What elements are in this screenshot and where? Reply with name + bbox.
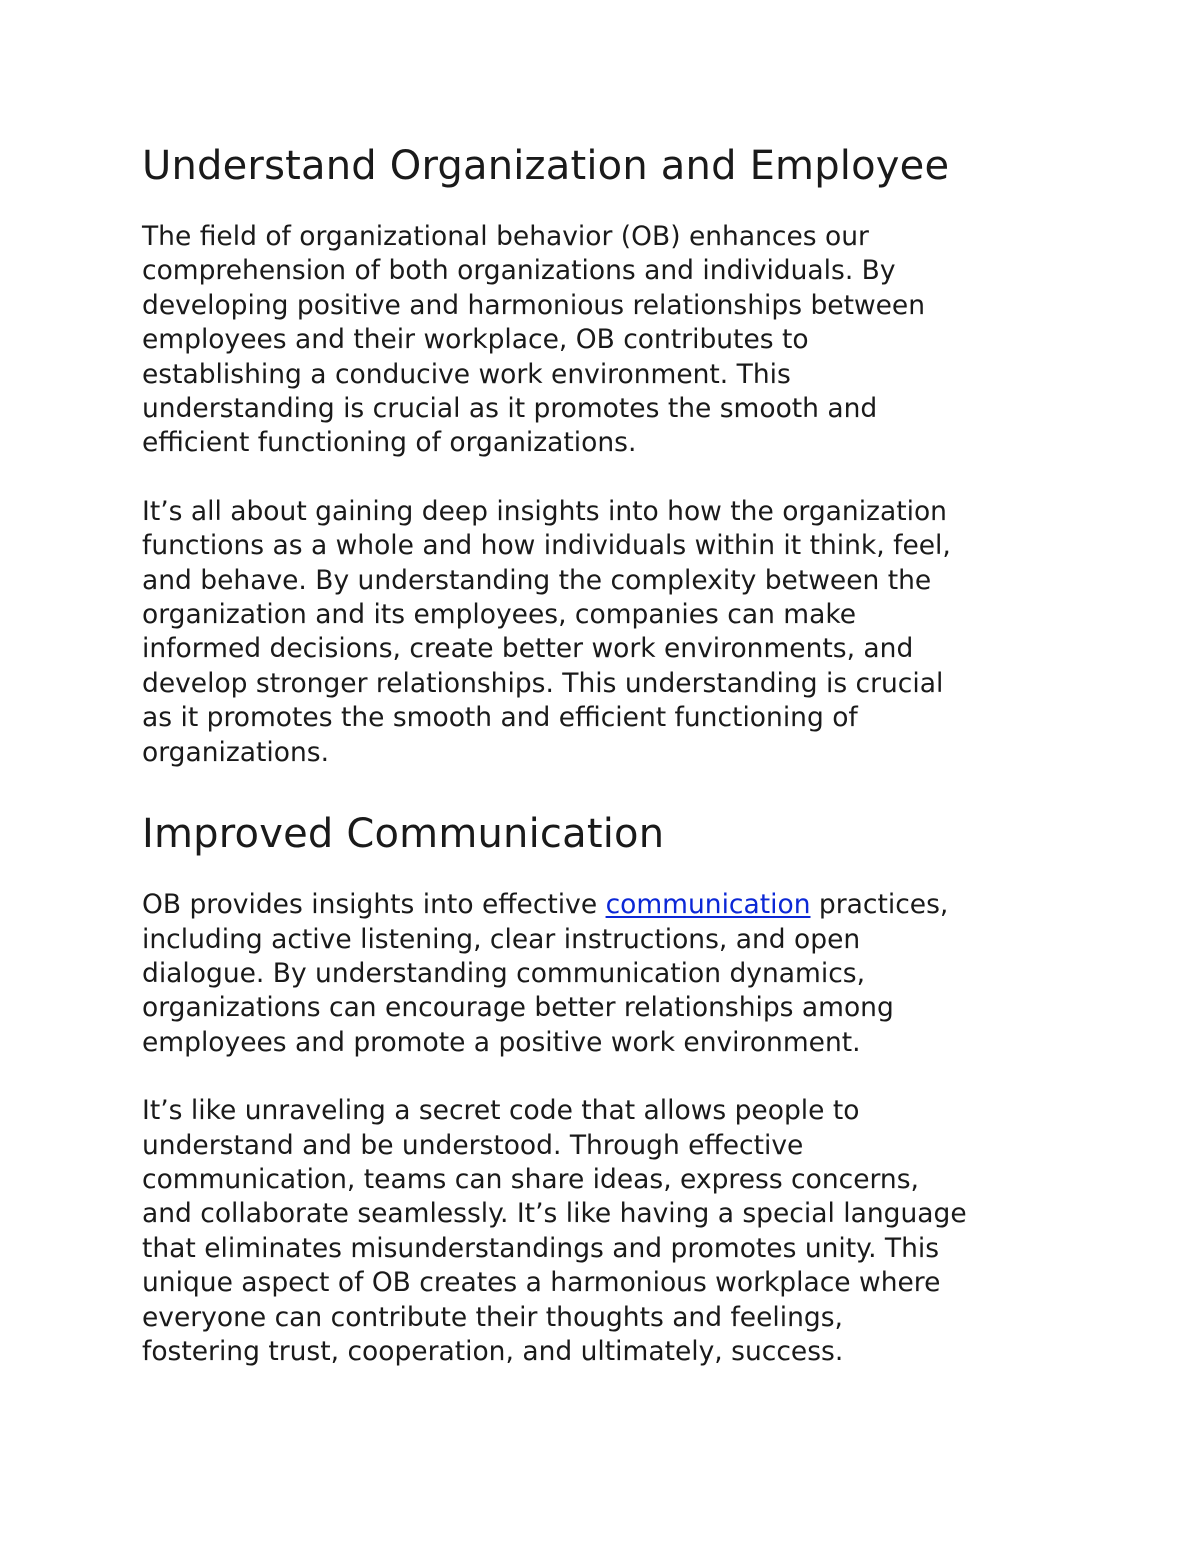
text-line: comprehension of both organizations and individuals. By [142, 255, 896, 287]
paragraph-ob-field [142, 220, 1077, 461]
document-body [142, 138, 1077, 1369]
section-heading-improved-communication: Improved Communication [142, 811, 665, 858]
text-line: It’s like unraveling a secret code that allows people to [142, 1095, 860, 1127]
text-after-link: practices, [810, 889, 949, 921]
text-line: efficient functioning of organizations. [142, 427, 637, 459]
text-line: that eliminates misunderstandings and promotes unity. This [142, 1232, 940, 1264]
text-line: employees and promote a positive work environment. [142, 1026, 861, 1058]
text-line: and behave. By understanding the complexity between the [142, 564, 932, 596]
paragraph-secret-code [142, 1094, 1077, 1369]
text-line: informed decisions, create better work environments, and [142, 633, 914, 665]
text-line: and collaborate seamlessly. It’s like having a special language [142, 1198, 967, 1230]
text-line: unique aspect of OB creates a harmonious workplace where [142, 1267, 941, 1299]
paragraph-deep-insights [142, 495, 1077, 770]
text-line: including active listening, clear instructions, and open [142, 923, 861, 955]
text-line: fostering trust, cooperation, and ultimately, success. [142, 1335, 844, 1367]
communication-link[interactable]: communication [605, 889, 811, 921]
text-line-with-link [142, 888, 1077, 922]
paragraph-effective-communication [142, 888, 1077, 1060]
section-heading-understand-organization: Understand Organization and Employee [142, 143, 950, 189]
text-line: organizations. [142, 736, 330, 768]
text-line: It’s all about gaining deep insights into how the organization [142, 495, 947, 527]
text-line: developing positive and harmonious relationships between [142, 289, 926, 321]
text-line: employees and their workplace, OB contributes to [142, 324, 809, 356]
text-line: dialogue. By understanding communication dynamics, [142, 957, 865, 989]
text-line: communication, teams can share ideas, express concerns, [142, 1163, 919, 1195]
text-line: everyone can contribute their thoughts and feelings, [142, 1301, 843, 1333]
text-line: The field of organizational behavior (OB) enhances our [142, 221, 869, 252]
text-line: establishing a conducive work environment. This [142, 358, 791, 390]
text-line: organizations can encourage better relationships among [142, 992, 894, 1024]
text-line: understanding is crucial as it promotes the smooth and [142, 393, 878, 425]
text-line: functions as a whole and how individuals within it think, feel, [142, 530, 951, 562]
text-line: develop stronger relationships. This understanding is crucial [142, 667, 944, 699]
text-line: organization and its employees, companies can make [142, 599, 857, 631]
text-before-link: OB provides insights into effective [142, 889, 606, 921]
text-line: as it promotes the smooth and efficient functioning of [142, 702, 858, 734]
text-line: understand and be understood. Through effective [142, 1129, 804, 1161]
